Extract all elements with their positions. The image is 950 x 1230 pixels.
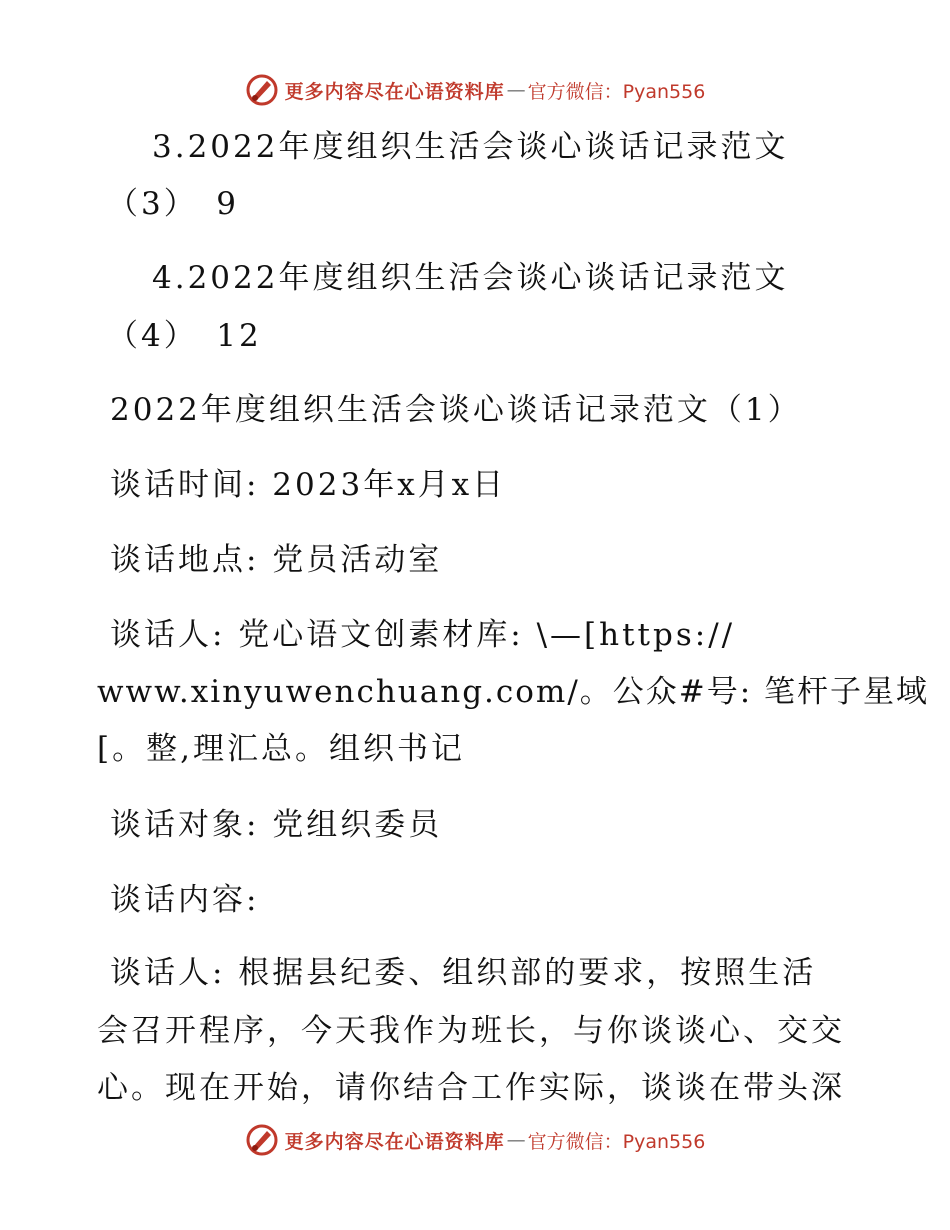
talk-speaker-line-1: 谈话人: 党心语文创素材库: \—[https:// <box>110 617 736 653</box>
brush-logo-icon <box>245 73 279 107</box>
banner-separator: — <box>506 79 526 101</box>
toc-item-4-title: 4.2022年度组织生活会谈心谈话记录范文 <box>152 260 789 296</box>
toc-item-3-title: 3.2022年度组织生活会谈心谈话记录范文 <box>152 129 789 165</box>
talk-time: 谈话时间: 2023年x月x日 <box>110 467 507 503</box>
talk-target: 谈话对象: 党组织委员 <box>110 807 443 843</box>
body-line-1: 谈话人: 根据县纪委、组织部的要求，按照生活 <box>110 955 817 991</box>
body-line-3: 心。现在开始，请你结合工作实际，谈谈在带头深 <box>97 1070 845 1106</box>
talk-speaker-line-3: [。整,理汇总。组织书记 <box>97 731 465 767</box>
talk-speaker-line-2: www.xinyuwenchuang.com/。公众#号: 笔杆子星域 <box>97 674 930 710</box>
header-banner <box>0 70 950 110</box>
banner-site-text: 更多内容尽在心语资料库 <box>284 80 505 103</box>
talk-place: 谈话地点: 党员活动室 <box>110 542 443 578</box>
footer-banner <box>0 1120 950 1160</box>
banner-separator: — <box>506 1129 526 1151</box>
brush-logo-icon <box>245 1123 279 1157</box>
toc-item-3-page: （3） 9 <box>107 186 239 222</box>
toc-item-4-page: （4） 12 <box>107 318 262 354</box>
banner-wechat-text: 官方微信：Pyan556 <box>527 1130 706 1153</box>
body-line-2: 会召开程序，今天我作为班长，与你谈谈心、交交 <box>97 1013 845 1049</box>
section-heading: 2022年度组织生活会谈心谈话记录范文（1） <box>110 392 802 428</box>
talk-content-label: 谈话内容: <box>110 882 260 918</box>
banner-site-text: 更多内容尽在心语资料库 <box>284 1130 505 1153</box>
banner-wechat-text: 官方微信：Pyan556 <box>527 80 706 103</box>
